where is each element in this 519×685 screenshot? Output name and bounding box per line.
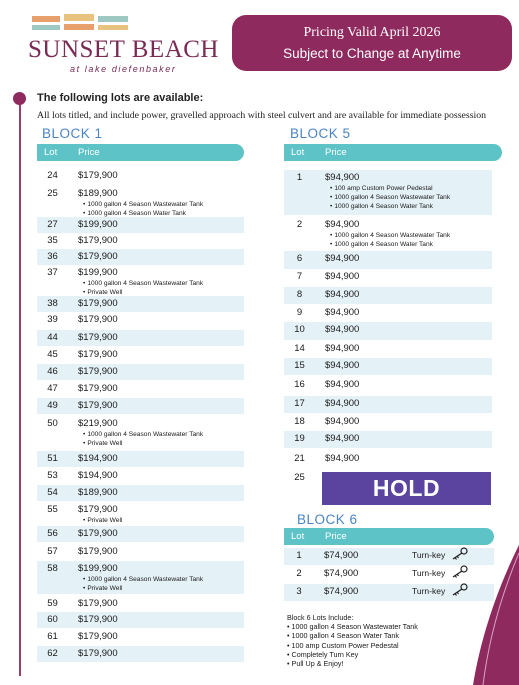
lot-number: 45: [47, 349, 58, 360]
lot-number: 50: [47, 418, 58, 429]
lot-number: 61: [47, 631, 58, 642]
lot-notes: [330, 184, 450, 211]
bullet-dot-icon: [13, 92, 26, 105]
lot-price: $179,900: [78, 631, 118, 642]
lot-price: $94,900: [325, 343, 360, 354]
logo-wordmark: SUNSET BEACH: [28, 36, 219, 63]
block1-title: BLOCK 1: [42, 126, 103, 141]
lot-notes: [330, 231, 450, 249]
price-column-header: Price: [325, 147, 347, 158]
lot-price: $179,900: [78, 614, 118, 625]
lot-price: $179,900: [78, 648, 118, 659]
lot-price: $199,900: [78, 267, 118, 278]
block6-includes: [287, 613, 418, 668]
lot-column-header: Lot: [44, 147, 58, 158]
lot-notes: [83, 279, 203, 297]
block6-title: BLOCK 6: [297, 512, 358, 527]
lot-number: 7: [296, 271, 303, 282]
lot-price: $94,900: [325, 172, 360, 183]
lot-row: [284, 377, 492, 394]
lot-price: $179,900: [78, 170, 118, 181]
lot-notes: [83, 200, 203, 218]
pricing-banner: [232, 15, 512, 71]
lot-number: 44: [47, 332, 58, 343]
lot-row: [37, 451, 244, 467]
lot-note: • 1000 gallon 4 Season Wastewater Tank: [330, 193, 450, 202]
lot-price: $74,900: [324, 568, 359, 579]
lot-note: • 1000 gallon 4 Season Wastewater Tank: [83, 575, 203, 584]
lot-number: 60: [47, 614, 58, 625]
lot-notes: [83, 516, 122, 525]
lot-price: $94,900: [325, 307, 360, 318]
lot-number: 35: [47, 235, 58, 246]
lot-note: • 1000 gallon 4 Season Water Tank: [330, 202, 450, 211]
lot-price: $94,900: [325, 271, 360, 282]
lot-row: [37, 526, 244, 542]
block6-include-item: • 100 amp Custom Power Pedestal: [287, 641, 418, 650]
lot-row: [37, 502, 244, 524]
price-column-header: Price: [325, 531, 347, 542]
lot-price: $199,900: [78, 219, 118, 230]
lot-number: 25: [47, 188, 58, 199]
lot-row: [37, 330, 244, 346]
lot-number: 57: [47, 546, 58, 557]
lot-row: [37, 249, 244, 265]
lot-notes: [83, 575, 203, 593]
lot-row: [284, 451, 492, 468]
lot-notes: [83, 430, 203, 448]
hold-badge: HOLD: [322, 472, 491, 505]
lot-number: 59: [47, 598, 58, 609]
lot-price: $179,900: [78, 332, 118, 343]
lot-number: 54: [47, 487, 58, 498]
lot-number: 51: [47, 453, 58, 464]
lot-price: $94,900: [325, 416, 360, 427]
lot-price: $219,900: [78, 418, 118, 429]
lot-number: 3: [296, 586, 302, 597]
lot-price: $94,900: [325, 453, 360, 464]
lot-number: 16: [294, 379, 305, 390]
lot-note: • Private Well: [83, 584, 203, 593]
lot-row: [37, 233, 244, 249]
logo-stripes-icon: [32, 14, 162, 36]
pricing-valid-text: Pricing Valid April 2026: [303, 25, 441, 40]
lot-number: 55: [47, 504, 58, 515]
lot-row: [37, 398, 244, 414]
turn-key-label: Turn-key: [412, 568, 446, 578]
lot-row: [284, 396, 492, 413]
lot-row: [284, 414, 492, 431]
lot-row: [37, 312, 244, 328]
lot-price: $194,900: [78, 470, 118, 481]
lot-number: 6: [296, 253, 303, 264]
lot-price: $189,900: [78, 188, 118, 199]
lot-price: $94,900: [325, 324, 360, 335]
lot-note: • 1000 gallon 4 Season Water Tank: [83, 209, 203, 218]
lot-note: • Private Well: [83, 288, 203, 297]
lot-row: [37, 485, 244, 501]
lot-row: [284, 431, 492, 448]
block5-table-header: [284, 144, 502, 161]
lot-row: [37, 544, 244, 560]
lot-row: [284, 251, 492, 269]
lot-price: $179,900: [78, 349, 118, 360]
lot-row: [37, 265, 244, 294]
lot-note: • 1000 gallon 4 Season Wastewater Tank: [83, 430, 203, 439]
lot-number: 25: [294, 472, 305, 483]
lot-column-header: Lot: [291, 531, 305, 542]
lot-number: 1: [296, 550, 302, 561]
subject-to-change-text: Subject to Change at Anytime: [283, 46, 461, 61]
lot-row: [37, 296, 244, 312]
intro-title: The following lots are available:: [37, 92, 204, 104]
lot-price: $179,900: [78, 314, 118, 325]
lot-note: • 1000 gallon 4 Season Wastewater Tank: [83, 279, 203, 288]
lot-row: [37, 347, 244, 363]
lot-number: 58: [47, 563, 58, 574]
block6-include-item: • Pull Up & Enjoy!: [287, 659, 418, 668]
lot-price: $94,900: [325, 360, 360, 371]
lot-price: $179,900: [78, 251, 118, 262]
lot-price: $179,900: [78, 235, 118, 246]
lot-number: 2: [296, 219, 303, 230]
lot-row: [37, 612, 244, 628]
lot-number: 56: [47, 528, 58, 539]
lot-row: [284, 322, 492, 340]
lot-number: 19: [294, 433, 305, 444]
turn-key-label: Turn-key: [412, 586, 446, 596]
lot-row: [37, 186, 244, 215]
lot-row: [37, 364, 244, 380]
lot-number: 38: [47, 298, 58, 309]
lot-price: $194,900: [78, 453, 118, 464]
lot-number: 49: [47, 400, 58, 411]
logo-tagline: at lake diefenbaker: [70, 64, 177, 74]
lot-row: [284, 341, 492, 358]
lot-row: [37, 381, 244, 397]
lot-number: 47: [47, 383, 58, 394]
lot-number: 8: [296, 289, 303, 300]
block1-table-header: [37, 144, 244, 161]
lot-price: $179,900: [78, 298, 118, 309]
lot-price: $179,900: [78, 383, 118, 394]
lot-row: [37, 468, 244, 484]
lot-number: 39: [47, 314, 58, 325]
lot-price: $179,900: [78, 546, 118, 557]
lot-number: 24: [47, 170, 58, 181]
lot-row: [284, 287, 492, 304]
lot-row: [284, 305, 492, 322]
lot-number: 9: [296, 307, 303, 318]
block6-includes-title: Block 6 Lots Include:: [287, 613, 354, 622]
lot-price: $179,900: [78, 504, 118, 515]
lot-row: [284, 358, 492, 375]
lot-row: [284, 269, 492, 286]
lot-number: 1: [296, 172, 303, 183]
lot-price: $74,900: [324, 550, 359, 561]
lot-column-header: Lot: [291, 147, 305, 158]
lot-number: 62: [47, 648, 58, 659]
lot-price: $179,900: [78, 366, 118, 377]
lot-number: 10: [294, 324, 305, 335]
lot-number: 15: [294, 360, 305, 371]
lot-price: $94,900: [325, 398, 360, 409]
lot-price: $94,900: [325, 379, 360, 390]
lot-row: [37, 646, 244, 662]
lot-price: $199,900: [78, 563, 118, 574]
lot-price: $179,900: [78, 528, 118, 539]
intro-subtitle: All lots titled, and include power, gravelled approach with steel culvert and are available for immediate possession: [37, 110, 487, 121]
lot-number: 18: [294, 416, 305, 427]
lot-number: 14: [294, 343, 305, 354]
price-column-header: Price: [78, 147, 100, 158]
lot-note: • 1000 gallon 4 Season Wastewater Tank: [330, 231, 450, 240]
lot-note: • 1000 gallon 4 Season Wastewater Tank: [83, 200, 203, 209]
lot-row: [37, 217, 244, 233]
lot-number: 17: [294, 398, 305, 409]
lot-row: [37, 561, 244, 594]
block6-include-item: • 1000 gallon 4 Season Wastewater Tank: [287, 622, 418, 631]
lot-row: [37, 168, 244, 185]
lot-number: 46: [47, 366, 58, 377]
lot-number: 36: [47, 251, 58, 262]
lot-price: $94,900: [325, 219, 360, 230]
lot-row: [284, 170, 492, 215]
lot-note: • Private Well: [83, 439, 203, 448]
lot-number: 53: [47, 470, 58, 481]
lot-number: 37: [47, 267, 58, 278]
lot-row: [284, 217, 492, 249]
lot-row: [37, 416, 244, 449]
block6-include-item: • 1000 gallon 4 Season Water Tank: [287, 631, 418, 640]
block5-title: BLOCK 5: [290, 126, 351, 141]
lot-row: [37, 629, 244, 645]
turn-key-label: Turn-key: [412, 550, 446, 560]
logo: [26, 14, 219, 76]
lot-price: $189,900: [78, 487, 118, 498]
lot-price: $74,900: [324, 586, 359, 597]
lot-price: $179,900: [78, 400, 118, 411]
lot-row: [37, 596, 244, 612]
block6-include-item: • Completely Turn Key: [287, 650, 418, 659]
decorative-swoosh-icon: [459, 545, 519, 685]
lot-price: $94,900: [325, 289, 360, 300]
lot-number: 21: [294, 453, 305, 464]
decorative-vertical-line: [19, 96, 21, 676]
block6-table-header: [284, 528, 494, 545]
lot-price: $179,900: [78, 598, 118, 609]
lot-note: • 1000 gallon 4 Season Water Tank: [330, 240, 450, 249]
lot-note: • 100 amp Custom Power Pedestal: [330, 184, 450, 193]
lot-price: $94,900: [325, 253, 360, 264]
lot-note: • Private Well: [83, 516, 122, 525]
lot-price: $94,900: [325, 433, 360, 444]
lot-number: 2: [296, 568, 302, 579]
lot-number: 27: [47, 219, 58, 230]
